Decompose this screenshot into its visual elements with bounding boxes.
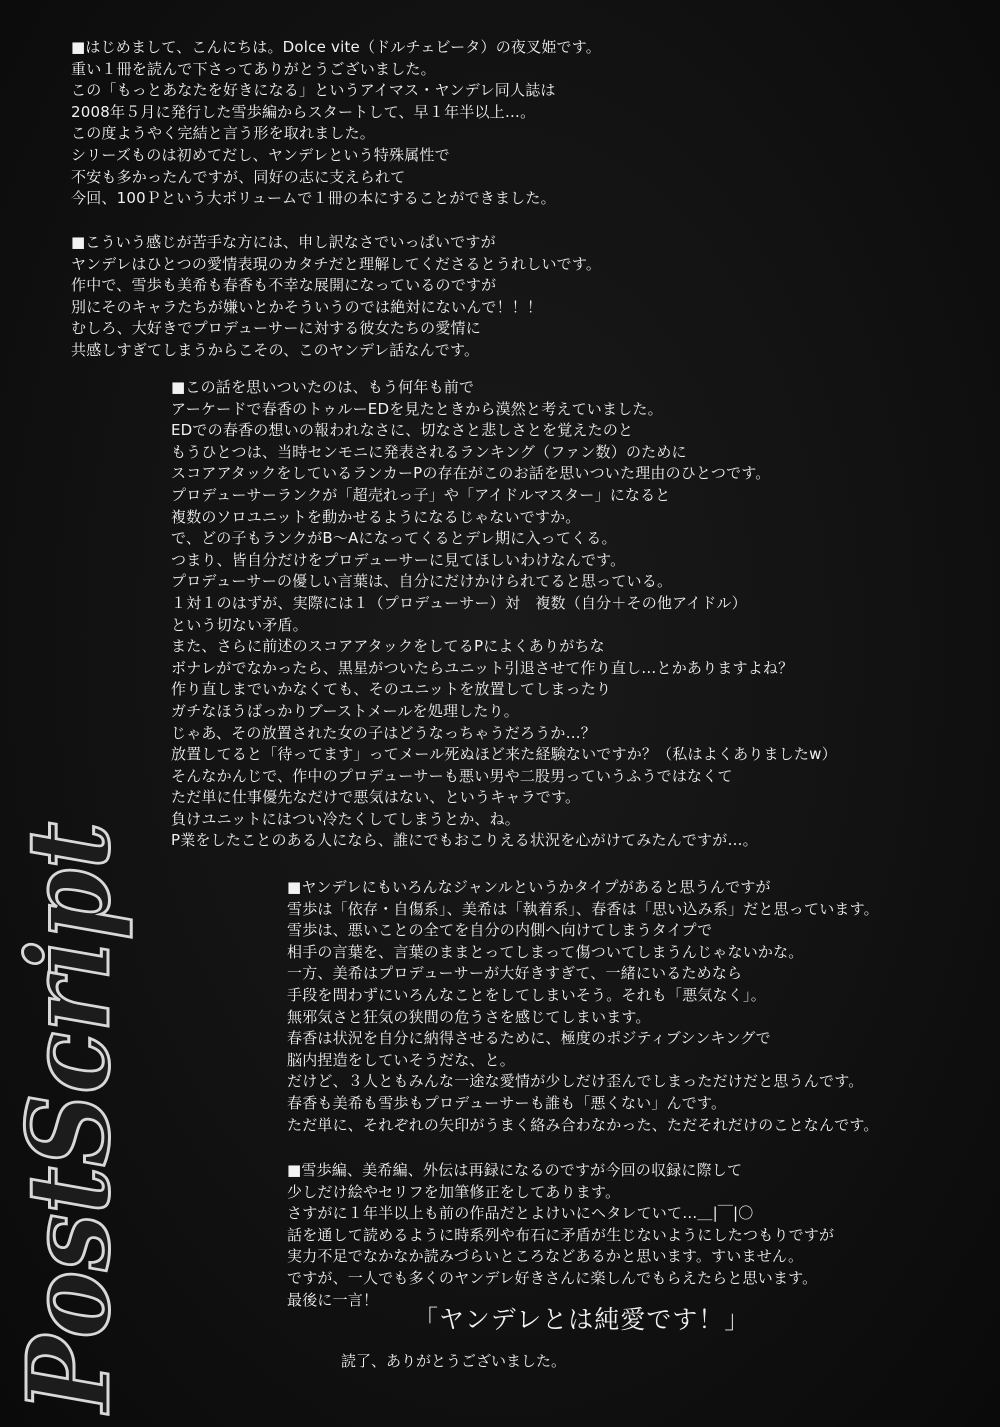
text-line: １対１のはずが、実際には１（プロデューサー）対 複数（自分＋その他アイドル）: [171, 593, 747, 612]
yandere-types-section: [287, 877, 879, 1136]
text-line: 少しだけ絵やセリフを加筆修正をしてあります。: [287, 1182, 621, 1201]
text-line: この「もっとあなたを好きになる」というアイマス・ヤンデレ同人誌は: [71, 81, 556, 100]
text-line: ■雪歩編、美希編、外伝は再録になるのですが今回の収録に際して: [287, 1161, 743, 1179]
closing-section: [287, 1160, 834, 1311]
text-line: プロデューサーの優しい言葉は、自分にだけかけられてると思っている。: [171, 572, 673, 591]
text-line: ■この話を思いついたのは、もう何年も前で: [171, 378, 475, 396]
text-line: ■こういう感じが苦手な方には、申し訳なさでいっぱいですが: [71, 233, 496, 251]
text-line: 実力不足でなかなか読みづらいところなどあるかと思います。すいません。: [287, 1247, 804, 1266]
slogan-text: 「ヤンデレとは純愛です！」: [413, 1305, 751, 1334]
text-line: ただ単に仕事優先なだけで悪気はない、というキャラです。: [171, 788, 581, 807]
text-line: 最後に一言！: [287, 1290, 379, 1309]
greeting-section: [71, 37, 601, 210]
text-line: 作り直しまでいかなくても、そのユニットを放置してしまったり: [171, 680, 612, 699]
text-line: 春香も美希も雪歩もプロデューサーも誰も「悪くない」んです。: [287, 1093, 727, 1112]
text-line: さすがに１年半以上も前の作品だとよけいにヘタレていて…＿|￣|〇: [287, 1204, 754, 1223]
text-line: 共感しすぎてしまうからこその、このヤンデレ話なんです。: [71, 340, 480, 359]
text-line: 話を通して読めるように時系列や布石に矛盾が生じないようにしたつもりですが: [287, 1225, 835, 1244]
text-line: そんなかんじで、作中のプロデューサーも悪い男や二股男っていうふうではなくて: [171, 766, 733, 785]
text-line: むしろ、大好きでプロデューサーに対する彼女たちの愛情に: [71, 319, 481, 338]
text-line: もうひとつは、当時センモニに発表されるランキング（ファン数）のために: [171, 442, 687, 461]
text-line: ただ単に、それぞれの矢印がうまく絡み合わなかった、ただそれだけのことなんです。: [287, 1115, 879, 1134]
text-line: 春香は状況を自分に納得させるために、極度のポジティブシンキングで: [287, 1029, 771, 1048]
thanks-text: 読了、ありがとうございました。: [341, 1352, 567, 1370]
text-line: という切ない矛盾。: [171, 615, 308, 634]
apology-section: [71, 232, 601, 362]
text-line: シリーズものは初めてだし、ヤンデレという特殊属性で: [71, 145, 450, 164]
text-line: ですが、一人でも多くのヤンデレ好きさんに楽しんでもらえたらと思います。: [287, 1268, 818, 1287]
text-line: この度ようやく完結と言う形を取れました。: [71, 124, 376, 143]
text-line: P業をしたことのある人になら、誰にでもおこりえる状況を心がけてみたんですが…。: [171, 831, 758, 850]
text-line: 不安も多かったんですが、同好の志に支えられて: [71, 167, 406, 186]
text-line: 雪歩は、悪いことの全てを自分の内側へ向けてしまうタイプで: [287, 921, 713, 940]
text-line: 作中で、雪歩も美希も春香も不幸な展開になっているのですが: [71, 276, 497, 295]
text-line: また、さらに前述のスコアアタックをしてるPによくありがちな: [171, 637, 605, 656]
text-line: プロデューサーランクが「超売れっ子」や「アイドルマスター」になると: [171, 485, 671, 504]
text-line: 放置してると「待ってます」ってメール死ぬほど来た経験ないですか？（私はよくありましたw）: [171, 745, 837, 764]
text-line: 今回、100Ｐという大ボリュームで１冊の本にすることができました。: [71, 189, 556, 208]
text-line: ボナレがでなかったら、黒星がついたらユニット引退させて作り直し…とかありますよね？: [171, 658, 794, 677]
text-line: じゃあ、その放置された女の子はどうなっちゃうだろうか…？: [171, 723, 597, 742]
text-line: 手段を問わずにいろんなことをしてしまいそう。それも「悪気なく」。: [287, 985, 766, 1004]
text-line: 重い１冊を読んで下さってありがとうございました。: [71, 59, 436, 78]
text-line: ■ヤンデレにもいろんなジャンルというかタイプがあると思うんですが: [287, 878, 771, 896]
text-line: ■はじめまして、こんにちは。Dolce vite（ドルチェビータ）の夜叉姫です。: [71, 38, 601, 56]
postscript-logo-text: PostScript: [4, 760, 135, 1412]
text-line: 雪歩は「依存・自傷系」、美希は「執着系」、春香は「思い込み系」だと思っています。: [287, 899, 879, 918]
text-line: で、どの子もランクがB～Aになってくるとデレ期に入ってくる。: [171, 529, 617, 548]
text-line: ガチなほうばっかりブーストメールを処理したり。: [171, 701, 519, 720]
text-line: 相手の言葉を、言葉のままとってしまって傷ついてしまうんじゃないかな。: [287, 942, 804, 961]
text-line: つまり、皆自分だけをプロデューサーに見てほしいわけなんです。: [171, 550, 626, 569]
text-line: だけど、３人ともみんな一途な愛情が少しだけ歪んでしまっただけだと思うんです。: [287, 1072, 864, 1091]
text-line: 負けユニットにはつい冷たくしてしまうとか、ね。: [171, 809, 521, 828]
text-line: EDでの春香の想いの報われなさに、切なさと悲しさとを覚えたのと: [171, 421, 634, 440]
text-line: アーケードで春香のトゥルーEDを見たときから漠然と考えていました。: [171, 399, 663, 418]
text-line: スコアアタックをしているランカーPの存在がこのお話を思いついた理由のひとつです。: [171, 464, 771, 483]
text-line: 脳内捏造をしていそうだな、と。: [287, 1050, 516, 1069]
postscript-logo: [4, 760, 194, 1416]
text-line: 別にそのキャラたちが嫌いとかそういうのでは絶対にないんで！！！: [71, 297, 543, 316]
text-line: 2008年５月に発行した雪歩編からスタートして、早１年半以上…。: [71, 102, 536, 121]
text-line: 一方、美希はプロデューサーが大好きすぎて、一緒にいるためなら: [287, 964, 743, 983]
text-line: 無邪気さと狂気の狭間の危うさを感じてしまいます。: [287, 1007, 651, 1026]
story-origin-section: [171, 377, 837, 852]
text-line: ヤンデレはひとつの愛情表現のカタチだと理解してくださるとうれしいです。: [71, 254, 602, 273]
text-line: 複数のソロユニットを動かせるようになるじゃないですか。: [171, 507, 581, 526]
